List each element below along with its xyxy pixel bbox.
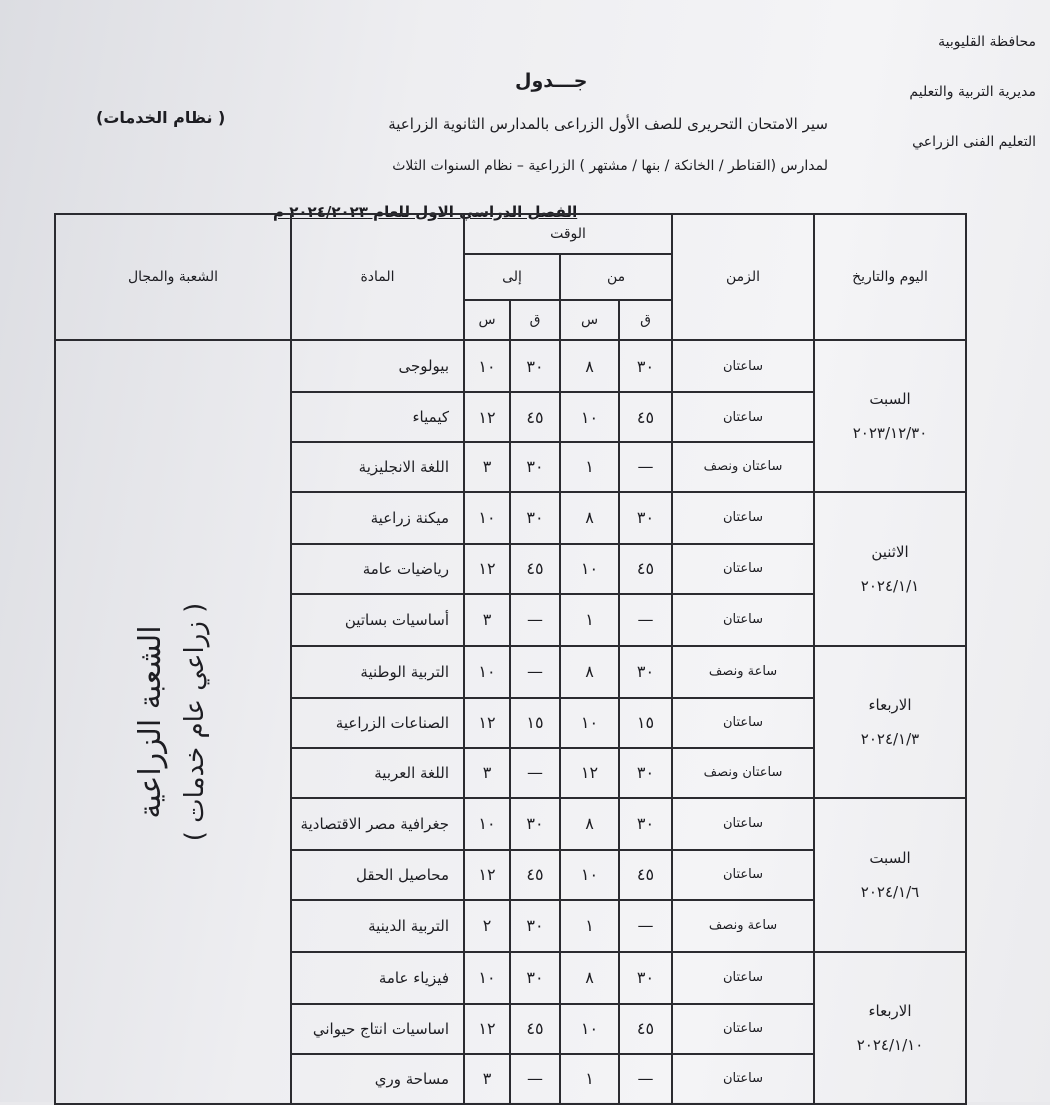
from-hour-cell: ١ (560, 594, 619, 646)
to-minute-cell: — (510, 646, 560, 698)
day-name: الاربعاء (868, 1001, 912, 1020)
to-minute-cell: ٤٥ (510, 544, 560, 594)
to-minute-cell: — (510, 1054, 560, 1104)
day-date-cell (814, 952, 966, 1104)
branch-cell (55, 340, 291, 1104)
duration-cell: ساعتان (672, 1054, 814, 1104)
from-minute-cell: ٣٠ (619, 748, 672, 798)
from-minute-cell: ٣٠ (619, 798, 672, 850)
duration-cell: ساعتان ونصف (672, 748, 814, 798)
subject-cell: رياضيات عامة (291, 544, 464, 594)
exam-date: ٢٠٢٣/١٢/٣٠ (852, 423, 928, 442)
to-minute-cell: ٣٠ (510, 340, 560, 392)
subject-cell: محاصيل الحقل (291, 850, 464, 900)
subject-cell: جغرافية مصر الاقتصادية (291, 798, 464, 850)
duration-cell: ساعتان (672, 798, 814, 850)
from-minute-cell: ٤٥ (619, 544, 672, 594)
duration-cell: ساعتان (672, 340, 814, 392)
from-hour-cell: ١٠ (560, 392, 619, 442)
subject-cell: ميكنة زراعية (291, 492, 464, 544)
from-minute-cell: ٤٥ (619, 1004, 672, 1054)
header-time: الوقت (464, 214, 672, 254)
schools-line: لمدارس (القناطر / الخانكة / بنها / مشتهر ) الزراعية – نظام السنوات الثلاث (392, 158, 828, 174)
from-hour-cell: ١ (560, 1054, 619, 1104)
duration-cell: ساعتان (672, 850, 814, 900)
duration-cell: ساعة ونصف (672, 900, 814, 952)
from-minute-cell: ٣٠ (619, 340, 672, 392)
from-minute-cell: — (619, 1054, 672, 1104)
to-hour-cell: ٣ (464, 748, 510, 798)
subject-cell: أساسيات بساتين (291, 594, 464, 646)
subject-cell: فيزياء عامة (291, 952, 464, 1004)
from-minute-cell: ٣٠ (619, 646, 672, 698)
exam-date: ٢٠٢٤/١/٣ (860, 729, 920, 748)
to-hour-cell: ٢ (464, 900, 510, 952)
from-hour-cell: ١٠ (560, 544, 619, 594)
governorate-label: محافظة القليوبية (938, 34, 1036, 50)
day-name: السبت (869, 389, 911, 408)
exam-schedule-table (54, 213, 967, 1105)
subject-cell: مساحة وري (291, 1054, 464, 1104)
day-date-cell (814, 798, 966, 952)
subject-cell: اللغة العربية (291, 748, 464, 798)
duration-cell: ساعة ونصف (672, 646, 814, 698)
exam-date: ٢٠٢٤/١/٦ (860, 882, 920, 901)
day-date-cell (814, 340, 966, 492)
header-duration: الزمن (672, 214, 814, 340)
header-from-hour: س (560, 300, 619, 340)
subject-cell: بيولوجى (291, 340, 464, 392)
header-to: إلى (464, 254, 560, 300)
subject-cell: اللغة الانجليزية (291, 442, 464, 492)
duration-cell: ساعتان (672, 492, 814, 544)
from-hour-cell: ٨ (560, 340, 619, 392)
from-hour-cell: ٨ (560, 492, 619, 544)
to-hour-cell: ١٢ (464, 698, 510, 748)
header-to-minute: ق (510, 300, 560, 340)
document-title: جـــدول (515, 70, 588, 92)
from-hour-cell: ١٢ (560, 748, 619, 798)
from-hour-cell: ١٠ (560, 850, 619, 900)
branch-name: الشعبة الزراعية (132, 625, 168, 819)
from-minute-cell: ٤٥ (619, 392, 672, 442)
directorate-label: مديرية التربية والتعليم (909, 84, 1036, 100)
subject-cell: كيمياء (291, 392, 464, 442)
to-minute-cell: ٣٠ (510, 442, 560, 492)
to-hour-cell: ١٠ (464, 492, 510, 544)
to-minute-cell: — (510, 748, 560, 798)
header-from-minute: ق (619, 300, 672, 340)
to-minute-cell: ٣٠ (510, 492, 560, 544)
to-hour-cell: ١٢ (464, 544, 510, 594)
from-minute-cell: ٣٠ (619, 952, 672, 1004)
exam-description: سير الامتحان التحريرى للصف الأول الزراعى بالمدارس الثانوية الزراعية (388, 115, 828, 133)
from-hour-cell: ١ (560, 900, 619, 952)
header-from: من (560, 254, 672, 300)
table-row (55, 340, 966, 392)
day-date-cell (814, 646, 966, 798)
to-hour-cell: ١٠ (464, 646, 510, 698)
day-name: الاربعاء (868, 695, 912, 714)
system-label: ( نظام الخدمات) (96, 108, 226, 127)
to-hour-cell: ١٢ (464, 1004, 510, 1054)
duration-cell: ساعتان ونصف (672, 442, 814, 492)
to-minute-cell: ١٥ (510, 698, 560, 748)
from-minute-cell: ٤٥ (619, 850, 672, 900)
to-hour-cell: ٣ (464, 594, 510, 646)
to-minute-cell: ٤٥ (510, 1004, 560, 1054)
from-minute-cell: — (619, 442, 672, 492)
to-minute-cell: ٣٠ (510, 798, 560, 850)
department-label: التعليم الفنى الزراعي (912, 134, 1036, 150)
to-minute-cell: — (510, 594, 560, 646)
from-hour-cell: ٨ (560, 952, 619, 1004)
from-hour-cell: ١٠ (560, 1004, 619, 1054)
to-minute-cell: ٣٠ (510, 952, 560, 1004)
header-subject: المادة (291, 214, 464, 340)
duration-cell: ساعتان (672, 1004, 814, 1054)
to-hour-cell: ١٠ (464, 798, 510, 850)
to-hour-cell: ١٠ (464, 952, 510, 1004)
from-minute-cell: — (619, 594, 672, 646)
from-hour-cell: ١٠ (560, 698, 619, 748)
from-minute-cell: — (619, 900, 672, 952)
duration-cell: ساعتان (672, 544, 814, 594)
term-title: الفصل الدراسي الاول للعام ٢٠٢٤/٢٠٢٣ م (273, 203, 578, 221)
from-hour-cell: ٨ (560, 798, 619, 850)
branch-field: ( زراعي عام خدمات ) (179, 602, 210, 842)
subject-cell: الصناعات الزراعية (291, 698, 464, 748)
from-hour-cell: ١ (560, 442, 619, 492)
duration-cell: ساعتان (672, 698, 814, 748)
header-to-hour: س (464, 300, 510, 340)
day-name: الاثنين (871, 542, 909, 561)
to-hour-cell: ١٢ (464, 392, 510, 442)
to-minute-cell: ٤٥ (510, 850, 560, 900)
exam-date: ٢٠٢٤/١/١ (860, 576, 920, 595)
duration-cell: ساعتان (672, 594, 814, 646)
to-hour-cell: ١٢ (464, 850, 510, 900)
duration-cell: ساعتان (672, 952, 814, 1004)
day-date-cell (814, 492, 966, 646)
subject-cell: التربية الدينية (291, 900, 464, 952)
to-minute-cell: ٤٥ (510, 392, 560, 442)
from-minute-cell: ١٥ (619, 698, 672, 748)
duration-cell: ساعتان (672, 392, 814, 442)
from-hour-cell: ٨ (560, 646, 619, 698)
day-name: السبت (869, 848, 911, 867)
subject-cell: التربية الوطنية (291, 646, 464, 698)
to-minute-cell: ٣٠ (510, 900, 560, 952)
header-day-date: اليوم والتاريخ (814, 214, 966, 340)
to-hour-cell: ٣ (464, 442, 510, 492)
exam-date: ٢٠٢٤/١/١٠ (856, 1035, 924, 1054)
header-branch: الشعبة والمجال (55, 214, 291, 340)
from-minute-cell: ٣٠ (619, 492, 672, 544)
branch-wrapper (56, 341, 290, 1103)
branch-rotated-text (129, 603, 217, 841)
to-hour-cell: ١٠ (464, 340, 510, 392)
to-hour-cell: ٣ (464, 1054, 510, 1104)
subject-cell: اساسيات انتاج حيواني (291, 1004, 464, 1054)
